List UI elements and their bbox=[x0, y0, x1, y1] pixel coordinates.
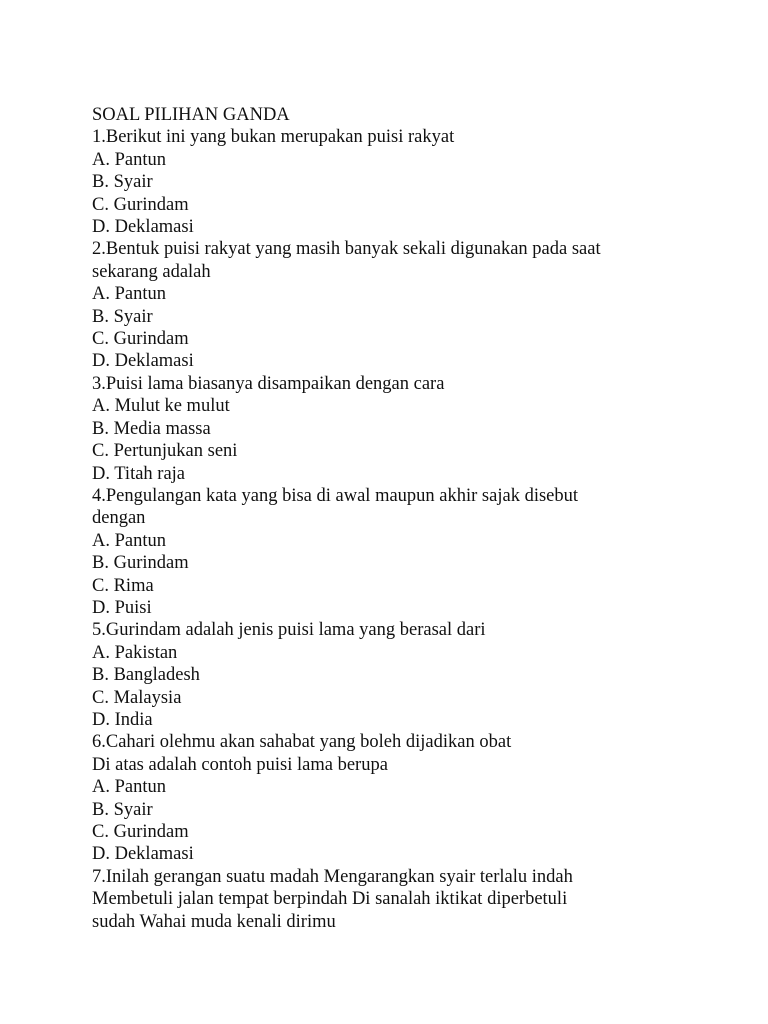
answer-option-d: D. Deklamasi bbox=[92, 351, 194, 372]
question-text: 6.Cahari olehmu akan sahabat yang boleh dijadikan obat bbox=[92, 732, 512, 753]
question-3 bbox=[92, 373, 732, 485]
answer-option-c: C. Pertunjukan seni bbox=[92, 441, 238, 462]
question-7 bbox=[92, 866, 732, 933]
question-text-continued: sekarang adalah bbox=[92, 261, 211, 282]
question-text-continued: Membetuli jalan tempat berpindah Di sanalah iktikat diperbetuli bbox=[92, 889, 568, 910]
answer-option-a: A. Pantun bbox=[92, 284, 166, 305]
question-text-continued: Di atas adalah contoh puisi lama berupa bbox=[92, 754, 388, 775]
answer-option-c: C. Malaysia bbox=[92, 687, 182, 708]
answer-option-a: A. Pantun bbox=[92, 530, 166, 551]
answer-option-c: C. Gurindam bbox=[92, 329, 189, 350]
answer-option-d: D. Puisi bbox=[92, 597, 152, 618]
answer-option-a: A. Pakistan bbox=[92, 642, 178, 663]
question-text: 2.Bentuk puisi rakyat yang masih banyak sekali digunakan pada saat bbox=[92, 239, 601, 260]
answer-option-b: B. Syair bbox=[92, 799, 153, 820]
answer-option-d: D. Deklamasi bbox=[92, 217, 194, 238]
question-5 bbox=[92, 619, 732, 731]
question-text-continued: dengan bbox=[92, 508, 146, 529]
answer-option-c: C. Gurindam bbox=[92, 194, 189, 215]
question-text: 1.Berikut ini yang bukan merupakan puisi rakyat bbox=[92, 127, 455, 148]
question-text-continued: sudah Wahai muda kenali dirimu bbox=[92, 911, 336, 932]
question-text: 4.Pengulangan kata yang bisa di awal maupun akhir sajak disebut bbox=[92, 485, 579, 506]
answer-option-c: C. Gurindam bbox=[92, 822, 189, 842]
answer-option-a: A. Pantun bbox=[92, 149, 166, 170]
answer-option-a: A. Pantun bbox=[92, 777, 166, 798]
question-text: 3.Puisi lama biasanya disampaikan dengan cara bbox=[92, 373, 445, 394]
page-title: SOAL PILIHAN GANDA bbox=[92, 105, 290, 125]
question-2 bbox=[92, 238, 732, 372]
answer-option-b: B. Bangladesh bbox=[92, 665, 200, 686]
document-page bbox=[92, 104, 732, 933]
answer-option-c: C. Rima bbox=[92, 575, 154, 596]
answer-option-b: B. Media massa bbox=[92, 418, 211, 439]
answer-option-a: A. Mulut ke mulut bbox=[92, 396, 230, 417]
question-6 bbox=[92, 731, 732, 865]
answer-option-d: D. Deklamasi bbox=[92, 844, 194, 865]
answer-option-d: D. Titah raja bbox=[92, 463, 186, 484]
question-1 bbox=[92, 126, 732, 238]
question-text: 7.Inilah gerangan suatu madah Mengarangkan syair terlalu indah bbox=[92, 866, 573, 887]
answer-option-b: B. Syair bbox=[92, 306, 153, 327]
question-4 bbox=[92, 485, 732, 619]
answer-option-b: B. Gurindam bbox=[92, 553, 189, 574]
answer-option-b: B. Syair bbox=[92, 172, 153, 193]
answer-option-d: D. India bbox=[92, 709, 153, 730]
question-text: 5.Gurindam adalah jenis puisi lama yang berasal dari bbox=[92, 620, 486, 641]
